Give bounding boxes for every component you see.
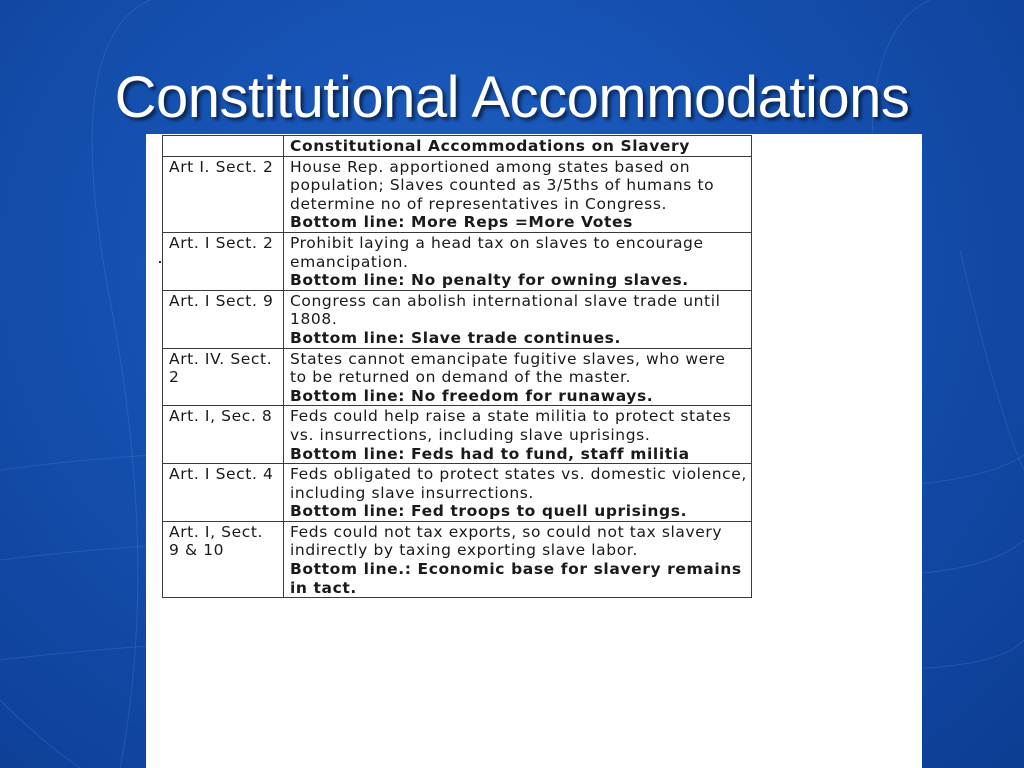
description-text: Feds could not tax exports, so could not tax slavery indirectly by taxing exporting slave labor. [290,522,723,560]
document-image [146,134,922,768]
bottom-line-text: Bottom line: No penalty for owning slaves. [290,271,689,290]
table-row [163,406,752,464]
description-cell [284,521,752,597]
description-cell [284,406,752,464]
description-cell [284,156,752,232]
bottom-line-text: Bottom line: Feds had to fund, staff militia [290,444,690,463]
description-cell [284,290,752,348]
article-cell: Art. I Sect. 4 [163,464,284,522]
slide-title: Constitutional Accommodations [114,65,910,130]
article-cell: Art I. Sect. 2 [163,156,284,232]
stray-mark [159,261,161,263]
article-cell: Art. I, Sec. 8 [163,406,284,464]
table-row [163,156,752,232]
table-header-title: Constitutional Accommodations on Slavery [284,136,752,157]
table-row [163,290,752,348]
description-text: Prohibit laying a head tax on slaves to encourage emancipation. [290,233,704,271]
article-cell: Art. I Sect. 2 [163,232,284,290]
description-text: Feds obligated to protect states vs. domestic violence, including slave insurrections. [290,465,747,502]
description-text: House Rep. apportioned among states based on population; Slaves counted as 3/5ths of humans to determine no of representatives in Congress. [290,157,715,213]
article-cell: Art. I Sect. 9 [163,290,284,348]
description-cell [284,348,752,406]
table-row [163,464,752,522]
article-cell: Art. IV. Sect. 2 [163,348,284,406]
table-row [163,521,752,597]
bottom-line-text: Bottom line: More Reps =More Votes [290,213,633,232]
description-text: Congress can abolish international slave trade until 1808. [290,291,721,329]
table-row [163,232,752,290]
header-cell-empty [163,136,284,157]
bottom-line-text: Bottom line.: Economic base for slavery remains in tact. [290,560,742,597]
description-cell [284,464,752,522]
bottom-line-text: Bottom line: Fed troops to quell uprisings. [290,502,688,521]
description-text: Feds could help raise a state militia to protect states vs. insurrections, including slave uprisings. [290,407,732,444]
slavery-table [162,135,752,598]
description-text: States cannot emancipate fugitive slaves, who were to be returned on demand of the master. [290,349,726,387]
table-row [163,348,752,406]
bottom-line-text: Bottom line: Slave trade continues. [290,328,621,347]
description-cell [284,232,752,290]
bottom-line-text: Bottom line: No freedom for runaways. [290,386,654,405]
table-header-row [163,136,752,157]
article-cell: Art. I, Sect. 9 & 10 [163,521,284,597]
